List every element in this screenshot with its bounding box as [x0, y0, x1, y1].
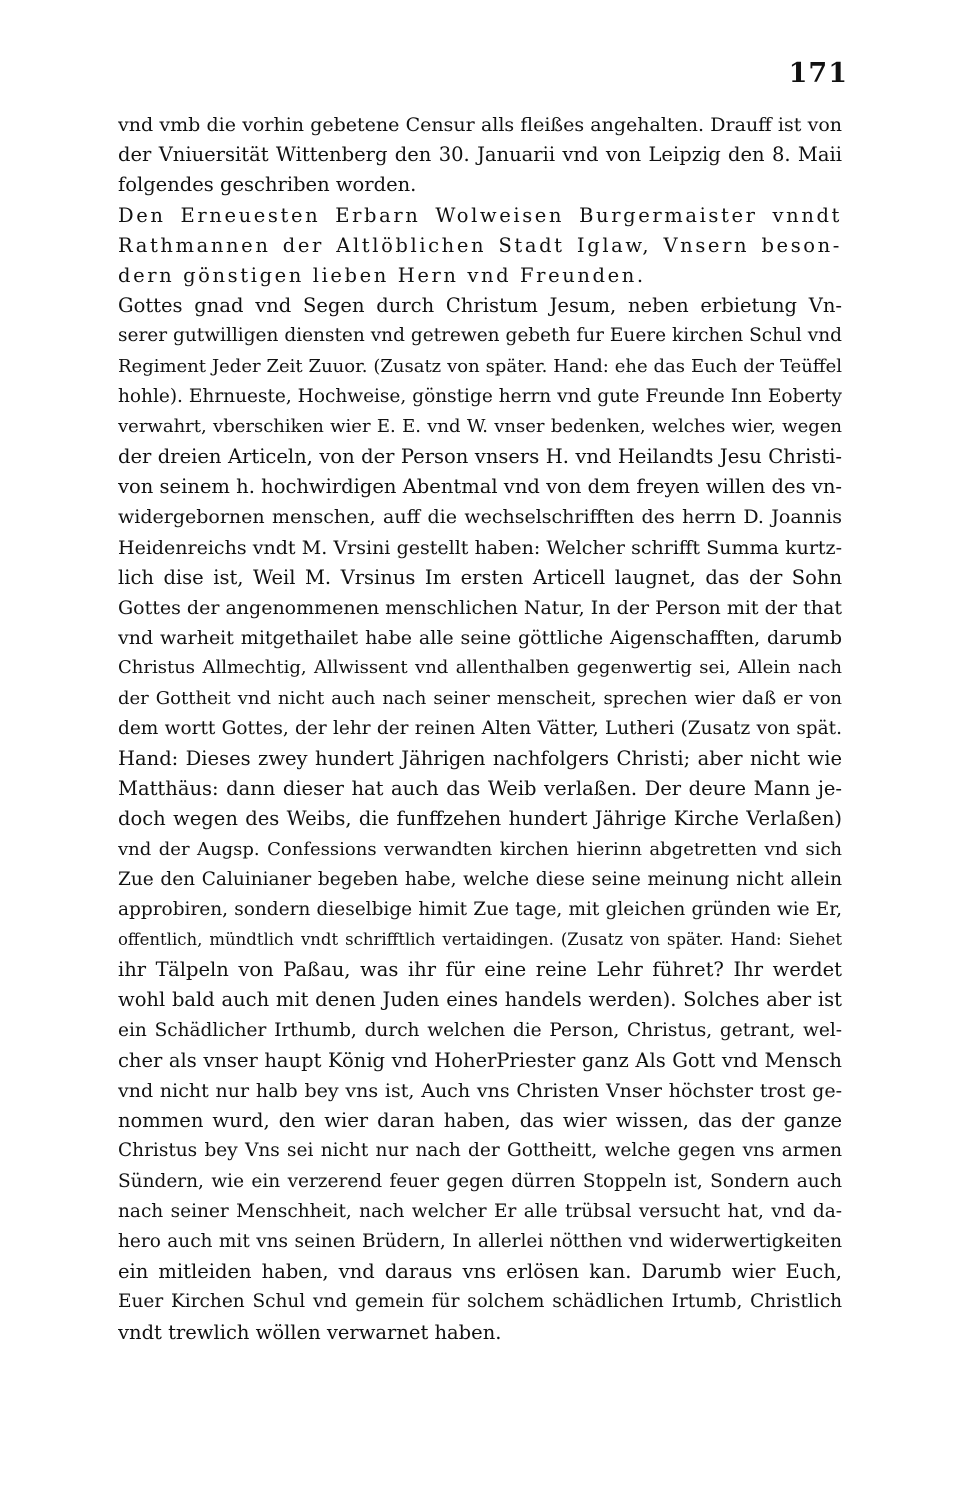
- text-line: Christus Allmechtig, Allwissent vnd allenthalben gegenwertig sei, Allein nach: [118, 657, 842, 679]
- text-line: serer gutwilligen diensten vnd getrewen gebeth fur Euere kirchen Schul vnd: [118, 325, 842, 347]
- text-line: doch wegen des Weibs, die funffzehen hundert Jährige Kirche Verlaßen): [118, 807, 842, 831]
- text-line: cher als vnser haupt König vnd HoherPriester ganz Als Gott vnd Mensch: [118, 1048, 842, 1072]
- address-line: dern gönstigen lieben Hern vnd Freunden.: [118, 263, 646, 287]
- text-line: Zue den Caluinianer begeben habe, welche diese seine meinung nicht allein: [118, 868, 842, 890]
- text-line: ein Schädlicher Irthumb, durch welchen die Person, Christus, getrant, wel-: [118, 1019, 842, 1041]
- text-line: vnd der Augsp. Confessions verwandten kirchen hierinn abgetretten vnd sich: [118, 838, 842, 860]
- text-line: der Vniuersität Wittenberg den 30. Januarii vnd von Leipzig den 8. Maii: [118, 143, 842, 167]
- text-line: ihr Tälpeln von Paßau, was ihr für eine reine Lehr führet? Ihr werdet: [118, 958, 842, 982]
- text-line: ein mitleiden haben, vnd daraus vns erlösen kan. Darumb wier Euch,: [118, 1260, 842, 1284]
- text-line: von seinem h. hochwirdigen Abentmal vnd von dem freyen willen des vn-: [118, 475, 842, 499]
- text-line: widergebornen menschen, auff die wechselschrifften des herrn D. Joannis: [118, 506, 842, 529]
- address-line: Rathmannen der Altlöblichen Stadt Iglaw, Vnsern beson-: [118, 233, 842, 257]
- text-line: offentlich, mündtlich vndt schrifftlich vertaidingen. (Zusatz von später. Hand: Siehet: [118, 930, 842, 950]
- text-line: folgendes geschriben worden.: [118, 173, 417, 197]
- text-line: Euer Kirchen Schul vnd gemein für solchem schädlichen Irtumb, Christlich: [118, 1291, 842, 1313]
- page-number: 171: [788, 58, 848, 89]
- text-line: Hand: Dieses zwey hundert Jährigen nachfolgers Christi; aber nicht wie: [118, 746, 842, 770]
- text-line: der Gottheit vnd nicht auch nach seiner menscheit, sprechen wier daß er von: [118, 687, 842, 709]
- text-line: Sündern, wie ein verzerend feuer gegen dürren Stoppeln ist, Sondern auch: [118, 1170, 842, 1192]
- body-text: [118, 110, 842, 1348]
- text-line: wohl bald auch mit denen Juden eines handels werden). Solches aber ist: [118, 988, 842, 1012]
- text-line: lich dise ist, Weil M. Vrsinus Im ersten Articell laugnet, das der Sohn: [118, 565, 842, 589]
- text-line: approbiren, sondern dieselbige himit Zue tage, mit gleichen gründen wie Er,: [118, 898, 842, 920]
- text-line: nach seiner Menschheit, nach welcher Er alle trübsal versucht hat, vnd da-: [118, 1200, 842, 1222]
- text-line: Gottes gnad vnd Segen durch Christum Jesum, neben erbietung Vn-: [118, 294, 842, 318]
- text-line: hohle). Ehrnueste, Hochweise, gönstige herrn vnd gute Freunde Inn Eoberty: [118, 385, 842, 407]
- text-line: Matthäus: dann dieser hat auch das Weib verlaßen. Der deure Mann je-: [118, 777, 842, 801]
- text-line: der dreien Articeln, von der Person vnsers H. vnd Heilandts Jesu Christi-: [118, 445, 842, 469]
- address-line: Den Erneuesten Erbarn Wolweisen Burgermaister vnndt: [118, 203, 842, 227]
- text-line: hero auch mit vns seinen Brüdern, In allerlei nötthen vnd widerwertigkeiten: [118, 1230, 842, 1252]
- text-line: Christus bey Vns sei nicht nur nach der Gottheitt, welche gegen vns armen: [118, 1140, 842, 1162]
- text-line: Heidenreichs vndt M. Vrsini gestellt haben: Welcher schrifft Summa kurtz-: [118, 536, 842, 559]
- text-line: Regiment Jeder Zeit Zuuor. (Zusatz von später. Hand: ehe das Euch der Teüffel: [118, 355, 842, 377]
- text-line: Gottes der angenommenen menschlichen Natur, In der Person mit der that: [118, 597, 842, 619]
- text-line: vnd warheit mitgethailet habe alle seine göttliche Aigenschafften, darumb: [118, 627, 842, 650]
- text-line: verwahrt, vberschiken wier E. E. vnd W. vnser bedenken, welches wier, wegen: [118, 415, 842, 437]
- text-line: vnd vmb die vorhin gebetene Censur alls fleißes angehalten. Drauff ist von: [118, 114, 842, 136]
- text-line: vnd nicht nur halb bey vns ist, Auch vns Christen Vnser höchster trost ge-: [118, 1080, 842, 1102]
- text-line: vndt trewlich wöllen verwarnet haben.: [118, 1320, 502, 1344]
- text-line: nommen wurd, den wier daran haben, das wier wissen, das der ganze: [118, 1109, 842, 1133]
- text-line: dem wortt Gottes, der lehr der reinen Alten Vätter, Lutheri (Zusatz von spät.: [118, 717, 842, 739]
